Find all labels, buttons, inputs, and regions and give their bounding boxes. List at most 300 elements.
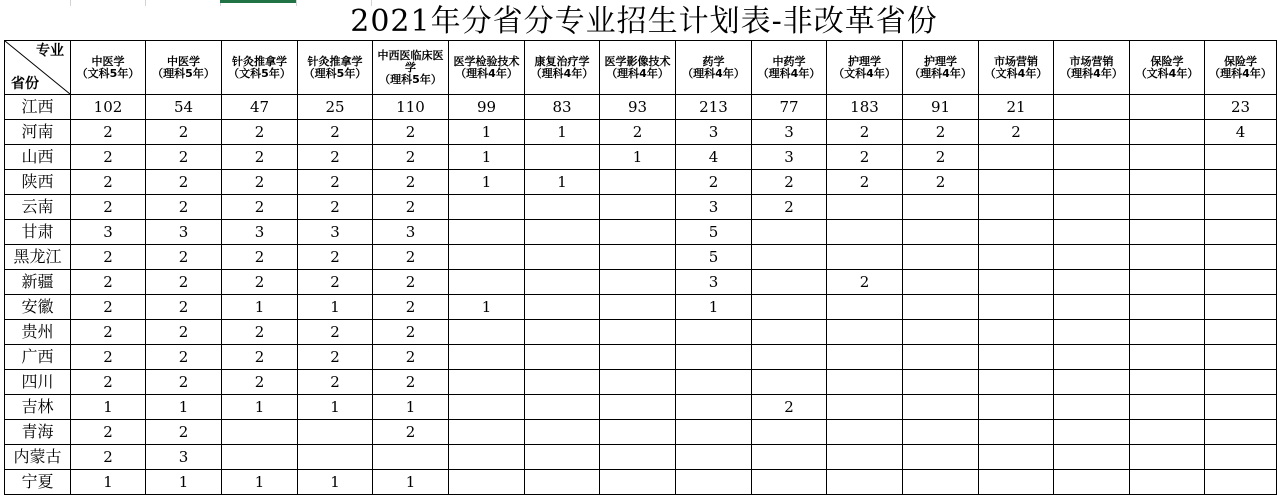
- column-header[interactable]: [979, 41, 1054, 95]
- quota-cell[interactable]: [600, 270, 676, 295]
- quota-cell[interactable]: [1054, 420, 1130, 445]
- quota-cell[interactable]: [449, 420, 525, 445]
- quota-cell[interactable]: 5: [676, 220, 752, 245]
- quota-cell[interactable]: [979, 445, 1054, 470]
- quota-cell[interactable]: [449, 345, 525, 370]
- quota-cell[interactable]: [752, 370, 827, 395]
- quota-cell[interactable]: [979, 145, 1054, 170]
- quota-cell[interactable]: [1130, 320, 1205, 345]
- quota-cell[interactable]: 2: [146, 245, 222, 270]
- quota-cell[interactable]: 3: [222, 220, 298, 245]
- quota-cell[interactable]: [1054, 245, 1130, 270]
- quota-cell[interactable]: 2: [71, 270, 146, 295]
- quota-cell[interactable]: 3: [298, 220, 373, 245]
- quota-cell[interactable]: 2: [146, 195, 222, 220]
- quota-cell[interactable]: [676, 420, 752, 445]
- quota-cell[interactable]: [600, 470, 676, 495]
- quota-cell[interactable]: 2: [298, 170, 373, 195]
- quota-cell[interactable]: 3: [752, 120, 827, 145]
- column-major-name: 保险学: [1224, 54, 1257, 68]
- province-cell[interactable]: 新疆: [5, 270, 71, 295]
- province-cell[interactable]: 安徽: [5, 295, 71, 320]
- column-track-duration: （理科4年）: [1060, 66, 1123, 80]
- column-header[interactable]: [373, 41, 449, 95]
- quota-cell[interactable]: [449, 270, 525, 295]
- quota-cell[interactable]: 2: [298, 345, 373, 370]
- quota-cell[interactable]: 2: [373, 270, 449, 295]
- quota-cell[interactable]: [1130, 220, 1205, 245]
- quota-cell[interactable]: [979, 345, 1054, 370]
- quota-cell[interactable]: 2: [903, 170, 979, 195]
- quota-cell[interactable]: [1205, 320, 1277, 345]
- quota-cell[interactable]: [600, 195, 676, 220]
- quota-cell[interactable]: 2: [222, 270, 298, 295]
- column-major-name: 中药学: [772, 54, 806, 68]
- quota-cell[interactable]: 2: [373, 370, 449, 395]
- quota-cell[interactable]: [752, 445, 827, 470]
- quota-cell[interactable]: 3: [676, 120, 752, 145]
- quota-cell[interactable]: [1054, 470, 1130, 495]
- column-header[interactable]: [1205, 41, 1277, 95]
- quota-cell[interactable]: [1130, 120, 1205, 145]
- quota-cell[interactable]: [827, 345, 903, 370]
- quota-cell[interactable]: 54: [146, 95, 222, 120]
- corner-header-cell[interactable]: [5, 41, 71, 95]
- quota-cell[interactable]: 2: [827, 270, 903, 295]
- quota-cell[interactable]: [373, 445, 449, 470]
- quota-cell[interactable]: 2: [71, 345, 146, 370]
- quota-cell[interactable]: [525, 145, 600, 170]
- quota-cell[interactable]: 2: [146, 295, 222, 320]
- quota-cell[interactable]: 2: [373, 245, 449, 270]
- quota-cell[interactable]: [600, 320, 676, 345]
- table-body: [5, 95, 1277, 495]
- province-cell[interactable]: 河南: [5, 120, 71, 145]
- quota-cell[interactable]: [1205, 370, 1277, 395]
- quota-cell[interactable]: [1054, 370, 1130, 395]
- quota-cell[interactable]: [979, 320, 1054, 345]
- quota-cell[interactable]: [600, 345, 676, 370]
- quota-cell[interactable]: 1: [373, 470, 449, 495]
- quota-cell[interactable]: 99: [449, 95, 525, 120]
- quota-cell[interactable]: [600, 220, 676, 245]
- column-header[interactable]: [146, 41, 222, 95]
- quota-cell[interactable]: [903, 195, 979, 220]
- quota-cell[interactable]: [1130, 420, 1205, 445]
- column-major-name: 中西医临床医学: [377, 48, 444, 74]
- quota-cell[interactable]: [752, 345, 827, 370]
- quota-cell[interactable]: [979, 270, 1054, 295]
- quota-cell[interactable]: 2: [222, 245, 298, 270]
- quota-cell[interactable]: 1: [449, 120, 525, 145]
- quota-cell[interactable]: [979, 370, 1054, 395]
- quota-cell[interactable]: [979, 420, 1054, 445]
- quota-cell[interactable]: 2: [373, 145, 449, 170]
- column-header[interactable]: [222, 41, 298, 95]
- quota-cell[interactable]: [600, 245, 676, 270]
- quota-cell[interactable]: 2: [373, 320, 449, 345]
- quota-cell[interactable]: [525, 470, 600, 495]
- province-cell[interactable]: 内蒙古: [5, 445, 71, 470]
- quota-cell[interactable]: 1: [449, 170, 525, 195]
- quota-cell[interactable]: [1205, 245, 1277, 270]
- quota-cell[interactable]: [1130, 470, 1205, 495]
- quota-cell[interactable]: 2: [373, 420, 449, 445]
- quota-cell[interactable]: [1205, 195, 1277, 220]
- quota-cell[interactable]: [600, 295, 676, 320]
- quota-cell[interactable]: 2: [71, 195, 146, 220]
- quota-cell[interactable]: [1054, 395, 1130, 420]
- quota-cell[interactable]: [827, 395, 903, 420]
- quota-cell[interactable]: [1130, 295, 1205, 320]
- province-cell[interactable]: 云南: [5, 195, 71, 220]
- quota-cell[interactable]: 1: [222, 395, 298, 420]
- quota-cell[interactable]: [1205, 470, 1277, 495]
- province-cell[interactable]: 青海: [5, 420, 71, 445]
- quota-cell[interactable]: [525, 420, 600, 445]
- quota-cell[interactable]: [298, 420, 373, 445]
- quota-cell[interactable]: 2: [222, 145, 298, 170]
- quota-cell[interactable]: [1205, 345, 1277, 370]
- quota-cell[interactable]: [1054, 295, 1130, 320]
- quota-cell[interactable]: [449, 320, 525, 345]
- quota-cell[interactable]: 2: [827, 120, 903, 145]
- quota-cell[interactable]: [600, 395, 676, 420]
- quota-cell[interactable]: [827, 445, 903, 470]
- quota-cell[interactable]: 1: [449, 295, 525, 320]
- quota-cell[interactable]: [979, 295, 1054, 320]
- quota-cell[interactable]: 2: [298, 370, 373, 395]
- quota-cell[interactable]: [1130, 395, 1205, 420]
- quota-cell[interactable]: 1: [525, 120, 600, 145]
- quota-cell[interactable]: [1205, 395, 1277, 420]
- column-header[interactable]: [752, 41, 827, 95]
- quota-cell[interactable]: 93: [600, 95, 676, 120]
- quota-cell[interactable]: [1130, 345, 1205, 370]
- column-track-duration: （理科4年）: [530, 66, 594, 80]
- quota-cell[interactable]: [1130, 195, 1205, 220]
- quota-cell[interactable]: [676, 395, 752, 420]
- column-header[interactable]: [71, 41, 146, 95]
- quota-cell[interactable]: 1: [71, 395, 146, 420]
- quota-cell[interactable]: 1: [222, 470, 298, 495]
- quota-cell[interactable]: [222, 445, 298, 470]
- selected-cell-border[interactable]: [220, 0, 296, 3]
- quota-cell[interactable]: 3: [71, 220, 146, 245]
- quota-cell[interactable]: [827, 245, 903, 270]
- quota-cell[interactable]: 2: [222, 345, 298, 370]
- quota-cell[interactable]: [903, 295, 979, 320]
- quota-cell[interactable]: 21: [979, 95, 1054, 120]
- quota-cell[interactable]: [827, 420, 903, 445]
- quota-cell[interactable]: [1205, 220, 1277, 245]
- quota-cell[interactable]: [903, 220, 979, 245]
- quota-cell[interactable]: [752, 220, 827, 245]
- quota-cell[interactable]: [903, 245, 979, 270]
- province-cell[interactable]: 吉林: [5, 395, 71, 420]
- quota-cell[interactable]: [752, 270, 827, 295]
- quota-cell[interactable]: [1130, 245, 1205, 270]
- quota-cell[interactable]: 4: [676, 145, 752, 170]
- column-header[interactable]: [1130, 41, 1205, 95]
- quota-cell[interactable]: [1205, 270, 1277, 295]
- table-row: [5, 345, 1277, 370]
- quota-cell[interactable]: 1: [298, 295, 373, 320]
- quota-cell[interactable]: 2: [373, 120, 449, 145]
- quota-cell[interactable]: [752, 470, 827, 495]
- quota-cell[interactable]: [1130, 145, 1205, 170]
- quota-cell[interactable]: 2: [752, 170, 827, 195]
- column-header[interactable]: [1054, 41, 1130, 95]
- quota-cell[interactable]: [979, 195, 1054, 220]
- quota-cell[interactable]: [676, 445, 752, 470]
- quota-cell[interactable]: 3: [146, 220, 222, 245]
- quota-cell[interactable]: [1130, 270, 1205, 295]
- quota-cell[interactable]: 3: [676, 270, 752, 295]
- quota-cell[interactable]: 2: [222, 195, 298, 220]
- quota-cell[interactable]: [827, 320, 903, 345]
- quota-cell[interactable]: [1054, 195, 1130, 220]
- quota-cell[interactable]: [903, 370, 979, 395]
- quota-cell[interactable]: 5: [676, 245, 752, 270]
- quota-cell[interactable]: [1205, 295, 1277, 320]
- quota-cell[interactable]: [752, 420, 827, 445]
- quota-cell[interactable]: [1205, 420, 1277, 445]
- quota-cell[interactable]: [903, 445, 979, 470]
- quota-cell[interactable]: [979, 395, 1054, 420]
- quota-cell[interactable]: 1: [146, 395, 222, 420]
- column-header[interactable]: [903, 41, 979, 95]
- quota-cell[interactable]: [1130, 95, 1205, 120]
- quota-cell[interactable]: [827, 195, 903, 220]
- quota-cell[interactable]: [827, 295, 903, 320]
- quota-cell[interactable]: 2: [373, 345, 449, 370]
- quota-cell[interactable]: 1: [298, 470, 373, 495]
- quota-cell[interactable]: 3: [373, 220, 449, 245]
- quota-cell[interactable]: [827, 220, 903, 245]
- column-header[interactable]: [449, 41, 525, 95]
- quota-cell[interactable]: [979, 220, 1054, 245]
- quota-cell[interactable]: [525, 445, 600, 470]
- quota-cell[interactable]: [298, 445, 373, 470]
- quota-cell[interactable]: [600, 370, 676, 395]
- quota-cell[interactable]: 183: [827, 95, 903, 120]
- quota-cell[interactable]: 2: [71, 120, 146, 145]
- quota-cell[interactable]: 1: [525, 170, 600, 195]
- quota-cell[interactable]: [827, 470, 903, 495]
- column-major-name: 针灸推拿学: [232, 54, 287, 68]
- province-cell[interactable]: 黑龙江: [5, 245, 71, 270]
- province-cell[interactable]: 江西: [5, 95, 71, 120]
- quota-cell[interactable]: 91: [903, 95, 979, 120]
- province-cell[interactable]: 四川: [5, 370, 71, 395]
- quota-cell[interactable]: [600, 445, 676, 470]
- quota-cell[interactable]: [1054, 270, 1130, 295]
- quota-cell[interactable]: [752, 320, 827, 345]
- quota-cell[interactable]: 1: [600, 145, 676, 170]
- quota-cell[interactable]: 2: [146, 345, 222, 370]
- quota-cell[interactable]: [903, 470, 979, 495]
- quota-cell[interactable]: [1054, 445, 1130, 470]
- province-cell[interactable]: 宁夏: [5, 470, 71, 495]
- quota-cell[interactable]: 2: [298, 120, 373, 145]
- quota-cell[interactable]: 1: [449, 145, 525, 170]
- quota-cell[interactable]: [1205, 170, 1277, 195]
- quota-cell[interactable]: 2: [600, 120, 676, 145]
- quota-cell[interactable]: 213: [676, 95, 752, 120]
- column-header[interactable]: [827, 41, 903, 95]
- quota-cell[interactable]: 2: [146, 270, 222, 295]
- quota-cell[interactable]: 2: [71, 320, 146, 345]
- quota-cell[interactable]: [525, 295, 600, 320]
- quota-cell[interactable]: [752, 295, 827, 320]
- quota-cell[interactable]: [525, 195, 600, 220]
- quota-cell[interactable]: [903, 270, 979, 295]
- quota-cell[interactable]: [1130, 445, 1205, 470]
- quota-cell[interactable]: [676, 345, 752, 370]
- quota-cell[interactable]: [600, 170, 676, 195]
- quota-cell[interactable]: [449, 245, 525, 270]
- quota-cell[interactable]: [1130, 170, 1205, 195]
- column-header[interactable]: [676, 41, 752, 95]
- quota-cell[interactable]: 2: [752, 395, 827, 420]
- quota-cell[interactable]: 77: [752, 95, 827, 120]
- quota-cell[interactable]: [676, 470, 752, 495]
- quota-cell[interactable]: 2: [146, 120, 222, 145]
- quota-cell[interactable]: 1: [676, 295, 752, 320]
- quota-cell[interactable]: [449, 445, 525, 470]
- quota-cell[interactable]: [827, 370, 903, 395]
- quota-cell[interactable]: [903, 320, 979, 345]
- quota-cell[interactable]: [525, 395, 600, 420]
- column-header[interactable]: [600, 41, 676, 95]
- quota-cell[interactable]: [979, 470, 1054, 495]
- province-cell[interactable]: 山西: [5, 145, 71, 170]
- province-cell[interactable]: 陕西: [5, 170, 71, 195]
- quota-cell[interactable]: 1: [373, 395, 449, 420]
- quota-cell[interactable]: [525, 245, 600, 270]
- quota-cell[interactable]: [449, 220, 525, 245]
- quota-cell[interactable]: 2: [222, 320, 298, 345]
- quota-cell[interactable]: 1: [146, 470, 222, 495]
- quota-cell[interactable]: 2: [298, 195, 373, 220]
- quota-cell[interactable]: 102: [71, 95, 146, 120]
- quota-cell[interactable]: 2: [827, 145, 903, 170]
- quota-cell[interactable]: [525, 220, 600, 245]
- quota-cell[interactable]: 2: [373, 195, 449, 220]
- quota-cell[interactable]: [903, 420, 979, 445]
- quota-cell[interactable]: 3: [676, 195, 752, 220]
- quota-cell[interactable]: 2: [146, 170, 222, 195]
- quota-cell[interactable]: 23: [1205, 95, 1277, 120]
- quota-cell[interactable]: 47: [222, 95, 298, 120]
- quota-cell[interactable]: 2: [71, 295, 146, 320]
- column-header[interactable]: [525, 41, 600, 95]
- quota-cell[interactable]: [1054, 170, 1130, 195]
- quota-cell[interactable]: [525, 370, 600, 395]
- quota-cell[interactable]: 2: [71, 420, 146, 445]
- quota-cell[interactable]: [1054, 145, 1130, 170]
- quota-cell[interactable]: [525, 320, 600, 345]
- quota-cell[interactable]: [1205, 145, 1277, 170]
- quota-cell[interactable]: 3: [146, 445, 222, 470]
- quota-cell[interactable]: [449, 470, 525, 495]
- quota-cell[interactable]: 25: [298, 95, 373, 120]
- quota-cell[interactable]: 3: [752, 145, 827, 170]
- quota-cell[interactable]: 2: [71, 370, 146, 395]
- quota-cell[interactable]: [1054, 345, 1130, 370]
- province-cell[interactable]: 贵州: [5, 320, 71, 345]
- quota-cell[interactable]: 110: [373, 95, 449, 120]
- quota-cell[interactable]: [1054, 120, 1130, 145]
- quota-cell[interactable]: 2: [146, 145, 222, 170]
- quota-cell[interactable]: 2: [71, 245, 146, 270]
- quota-cell[interactable]: [449, 395, 525, 420]
- quota-cell[interactable]: [1054, 320, 1130, 345]
- province-cell[interactable]: 广西: [5, 345, 71, 370]
- quota-cell[interactable]: [676, 370, 752, 395]
- quota-cell[interactable]: 2: [146, 370, 222, 395]
- quota-cell[interactable]: [525, 345, 600, 370]
- quota-cell[interactable]: [979, 170, 1054, 195]
- quota-cell[interactable]: [525, 270, 600, 295]
- quota-cell[interactable]: [903, 395, 979, 420]
- quota-cell[interactable]: 2: [903, 120, 979, 145]
- quota-cell[interactable]: [1054, 95, 1130, 120]
- column-header[interactable]: [298, 41, 373, 95]
- quota-cell[interactable]: [676, 320, 752, 345]
- quota-cell[interactable]: [752, 245, 827, 270]
- header-row: [5, 41, 1277, 95]
- quota-cell[interactable]: 2: [222, 170, 298, 195]
- quota-cell[interactable]: 2: [222, 370, 298, 395]
- quota-cell[interactable]: 2: [827, 170, 903, 195]
- quota-cell[interactable]: 2: [373, 170, 449, 195]
- quota-cell[interactable]: [1130, 370, 1205, 395]
- quota-cell[interactable]: [222, 420, 298, 445]
- quota-cell[interactable]: 2: [71, 170, 146, 195]
- quota-cell[interactable]: [979, 245, 1054, 270]
- quota-cell[interactable]: 1: [71, 470, 146, 495]
- quota-cell[interactable]: 83: [525, 95, 600, 120]
- quota-cell[interactable]: 2: [979, 120, 1054, 145]
- quota-cell[interactable]: 2: [298, 320, 373, 345]
- quota-cell[interactable]: 1: [222, 295, 298, 320]
- quota-cell[interactable]: 2: [903, 145, 979, 170]
- province-cell[interactable]: 甘肃: [5, 220, 71, 245]
- quota-cell[interactable]: 4: [1205, 120, 1277, 145]
- quota-cell[interactable]: [449, 370, 525, 395]
- quota-cell[interactable]: 1: [298, 395, 373, 420]
- sheet-title[interactable]: 2021年分省分专业招生计划表-非改革省份: [350, 4, 938, 39]
- quota-cell[interactable]: 2: [71, 145, 146, 170]
- quota-cell[interactable]: 2: [298, 270, 373, 295]
- quota-cell[interactable]: 2: [222, 120, 298, 145]
- quota-cell[interactable]: 2: [373, 295, 449, 320]
- quota-cell[interactable]: 2: [676, 170, 752, 195]
- quota-cell[interactable]: 2: [298, 145, 373, 170]
- quota-cell[interactable]: [449, 195, 525, 220]
- quota-cell[interactable]: [600, 420, 676, 445]
- quota-cell[interactable]: 2: [71, 445, 146, 470]
- quota-cell[interactable]: [1054, 220, 1130, 245]
- quota-cell[interactable]: 2: [146, 420, 222, 445]
- quota-cell[interactable]: 2: [298, 245, 373, 270]
- quota-cell[interactable]: 2: [146, 320, 222, 345]
- quota-cell[interactable]: 2: [752, 195, 827, 220]
- quota-cell[interactable]: [1205, 445, 1277, 470]
- quota-cell[interactable]: [903, 345, 979, 370]
